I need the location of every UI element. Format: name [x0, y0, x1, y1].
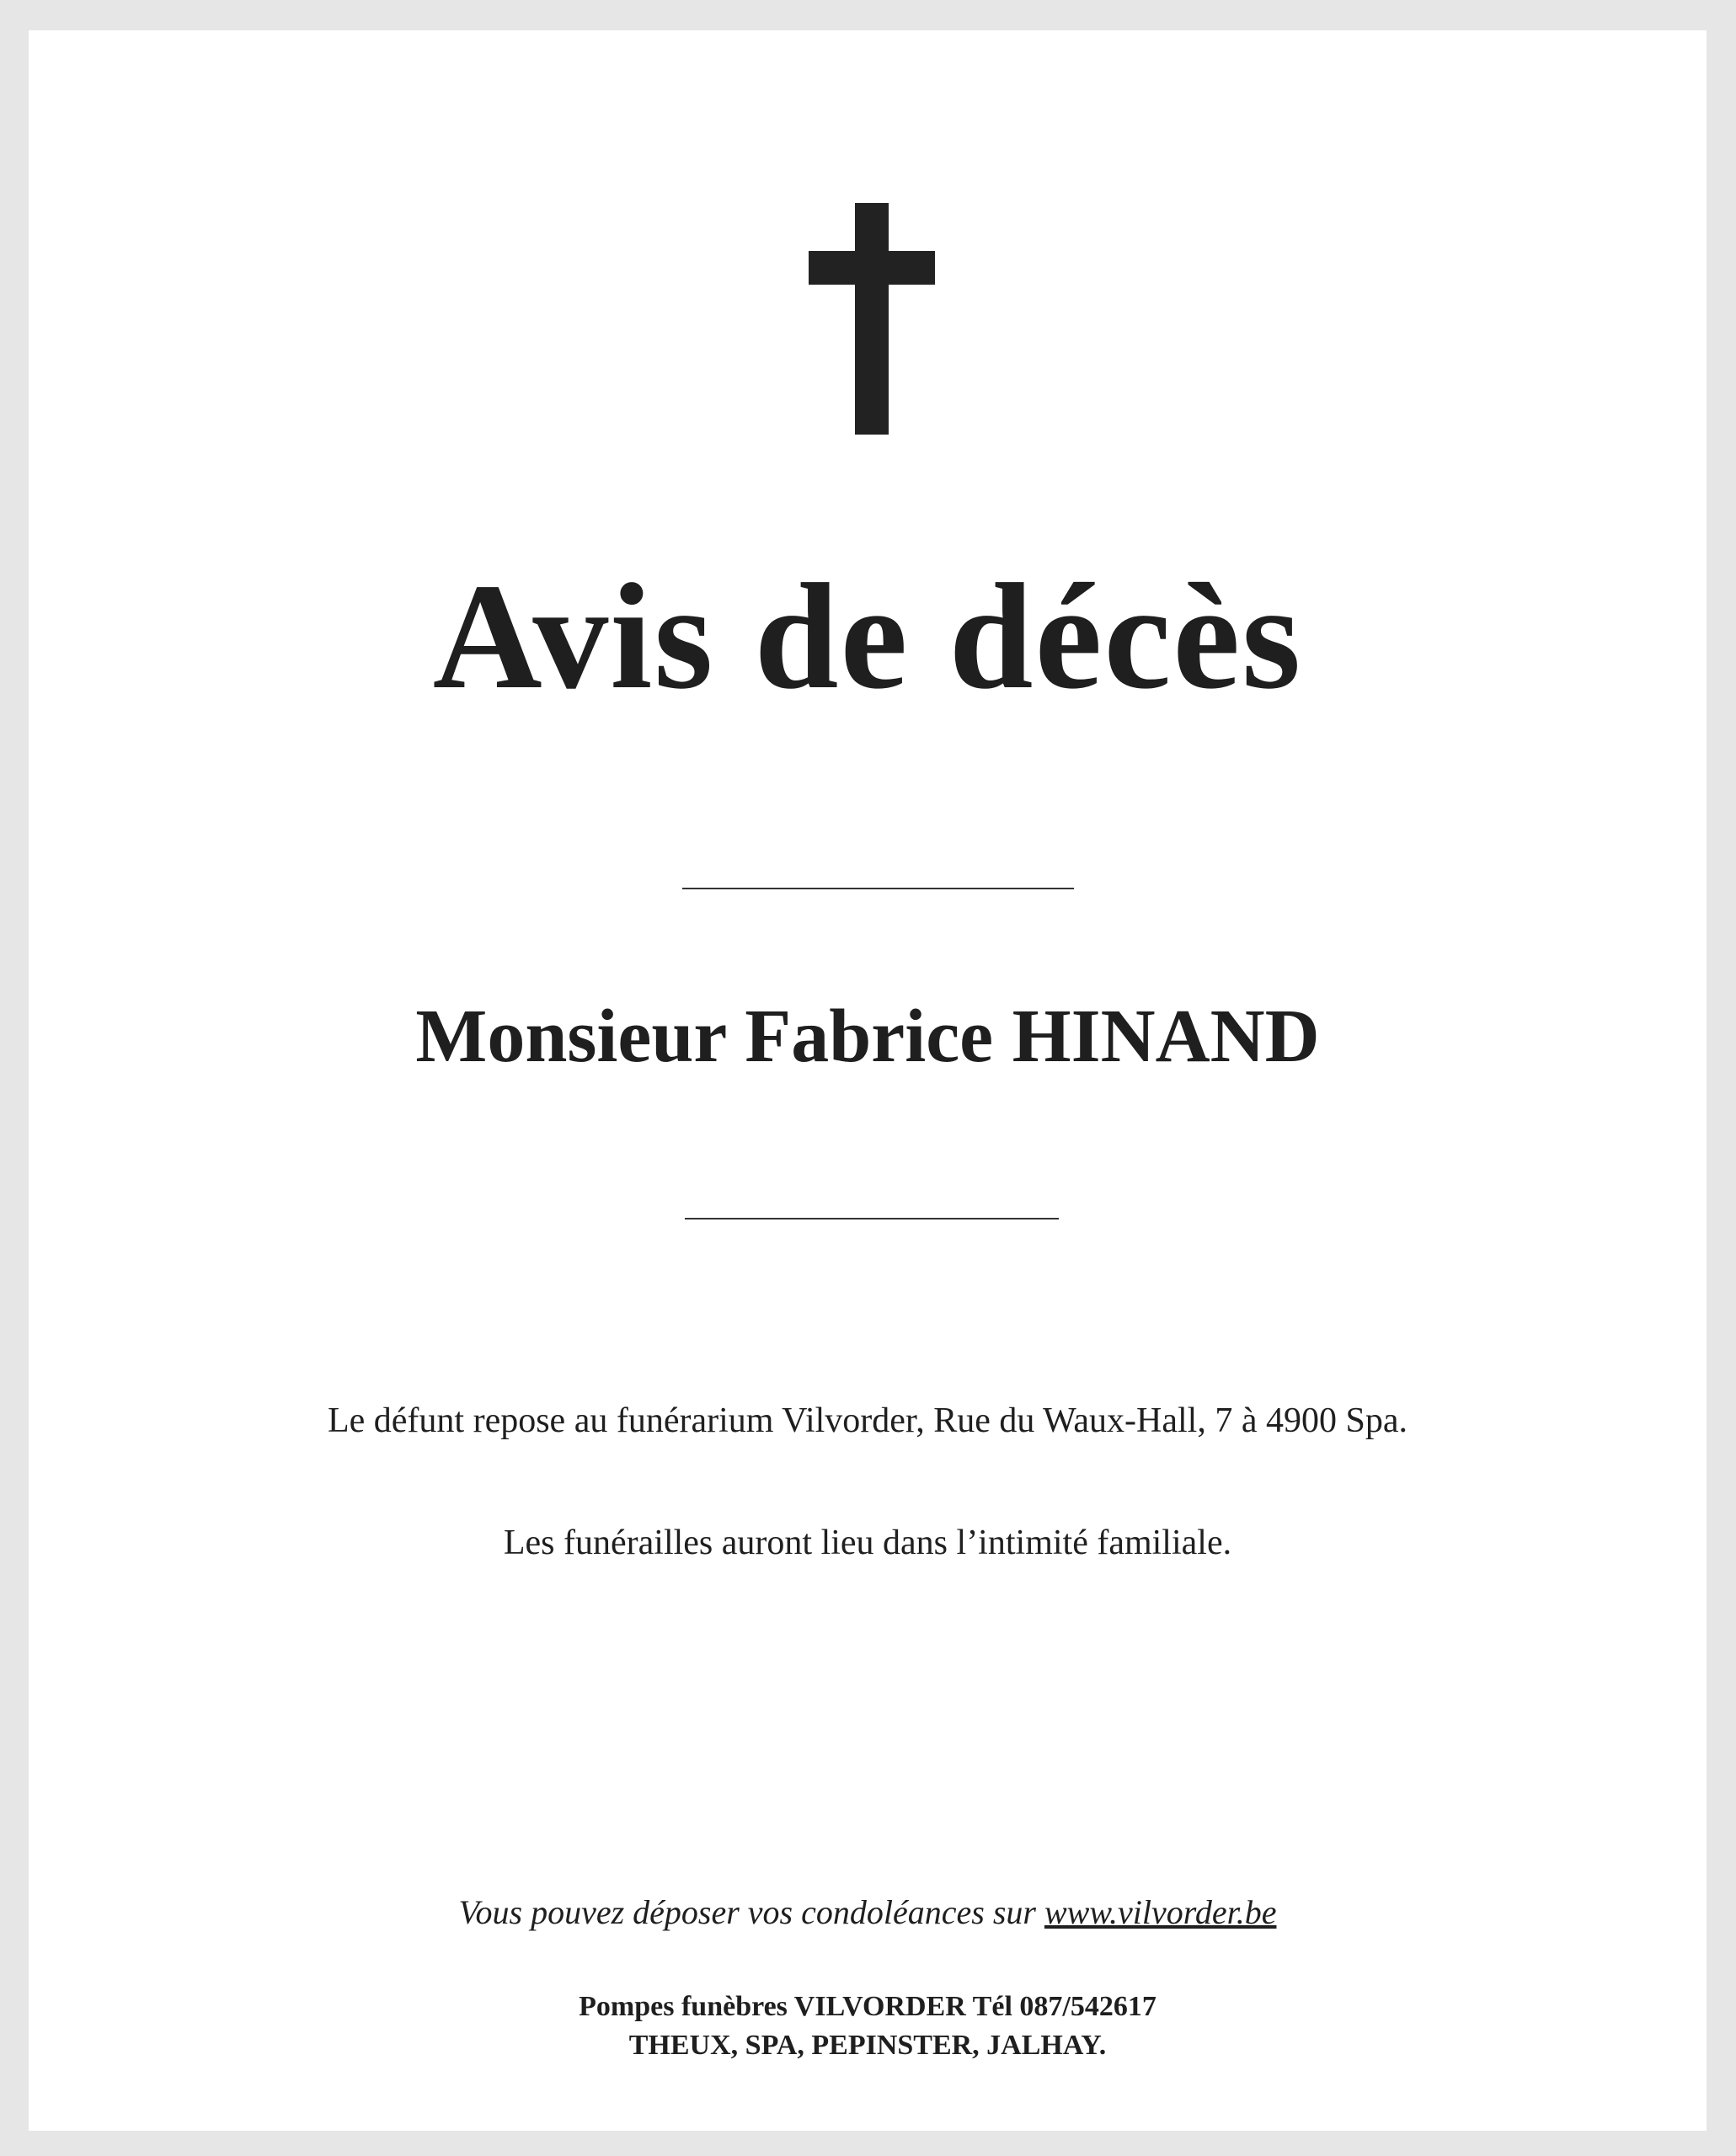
condolences-link[interactable]: www.vilvorder.be [1044, 1893, 1277, 1931]
cross-vertical-bar [855, 203, 889, 435]
condolences-line [29, 1893, 1707, 1931]
funeral-home-locations: THEUX, SPA, PEPINSTER, JALHAY. [628, 2030, 1107, 2061]
condolences-text: Vous pouvez déposer vos condoléances sur [458, 1893, 1036, 1931]
death-notice-page [29, 30, 1707, 2131]
cross-icon [29, 30, 1707, 2131]
funeral-home-contact: Pompes funèbres VILVORDER Tél 087/542617 [579, 1991, 1156, 2022]
funeral-info-text: Les funérailles auront lieu dans l’intimité familiale. [503, 1524, 1232, 1562]
repose-location-text: Le défunt repose au funérarium Vilvorder, Rue du Waux-Hall, 7 à 4900 Spa. [327, 1401, 1407, 1440]
notice-title: Avis de décès [432, 552, 1303, 720]
divider-top [682, 888, 1074, 889]
cross-horizontal-bar [809, 251, 935, 285]
divider-bottom [685, 1218, 1059, 1219]
deceased-name: Monsieur Fabrice HINAND [415, 995, 1320, 1078]
